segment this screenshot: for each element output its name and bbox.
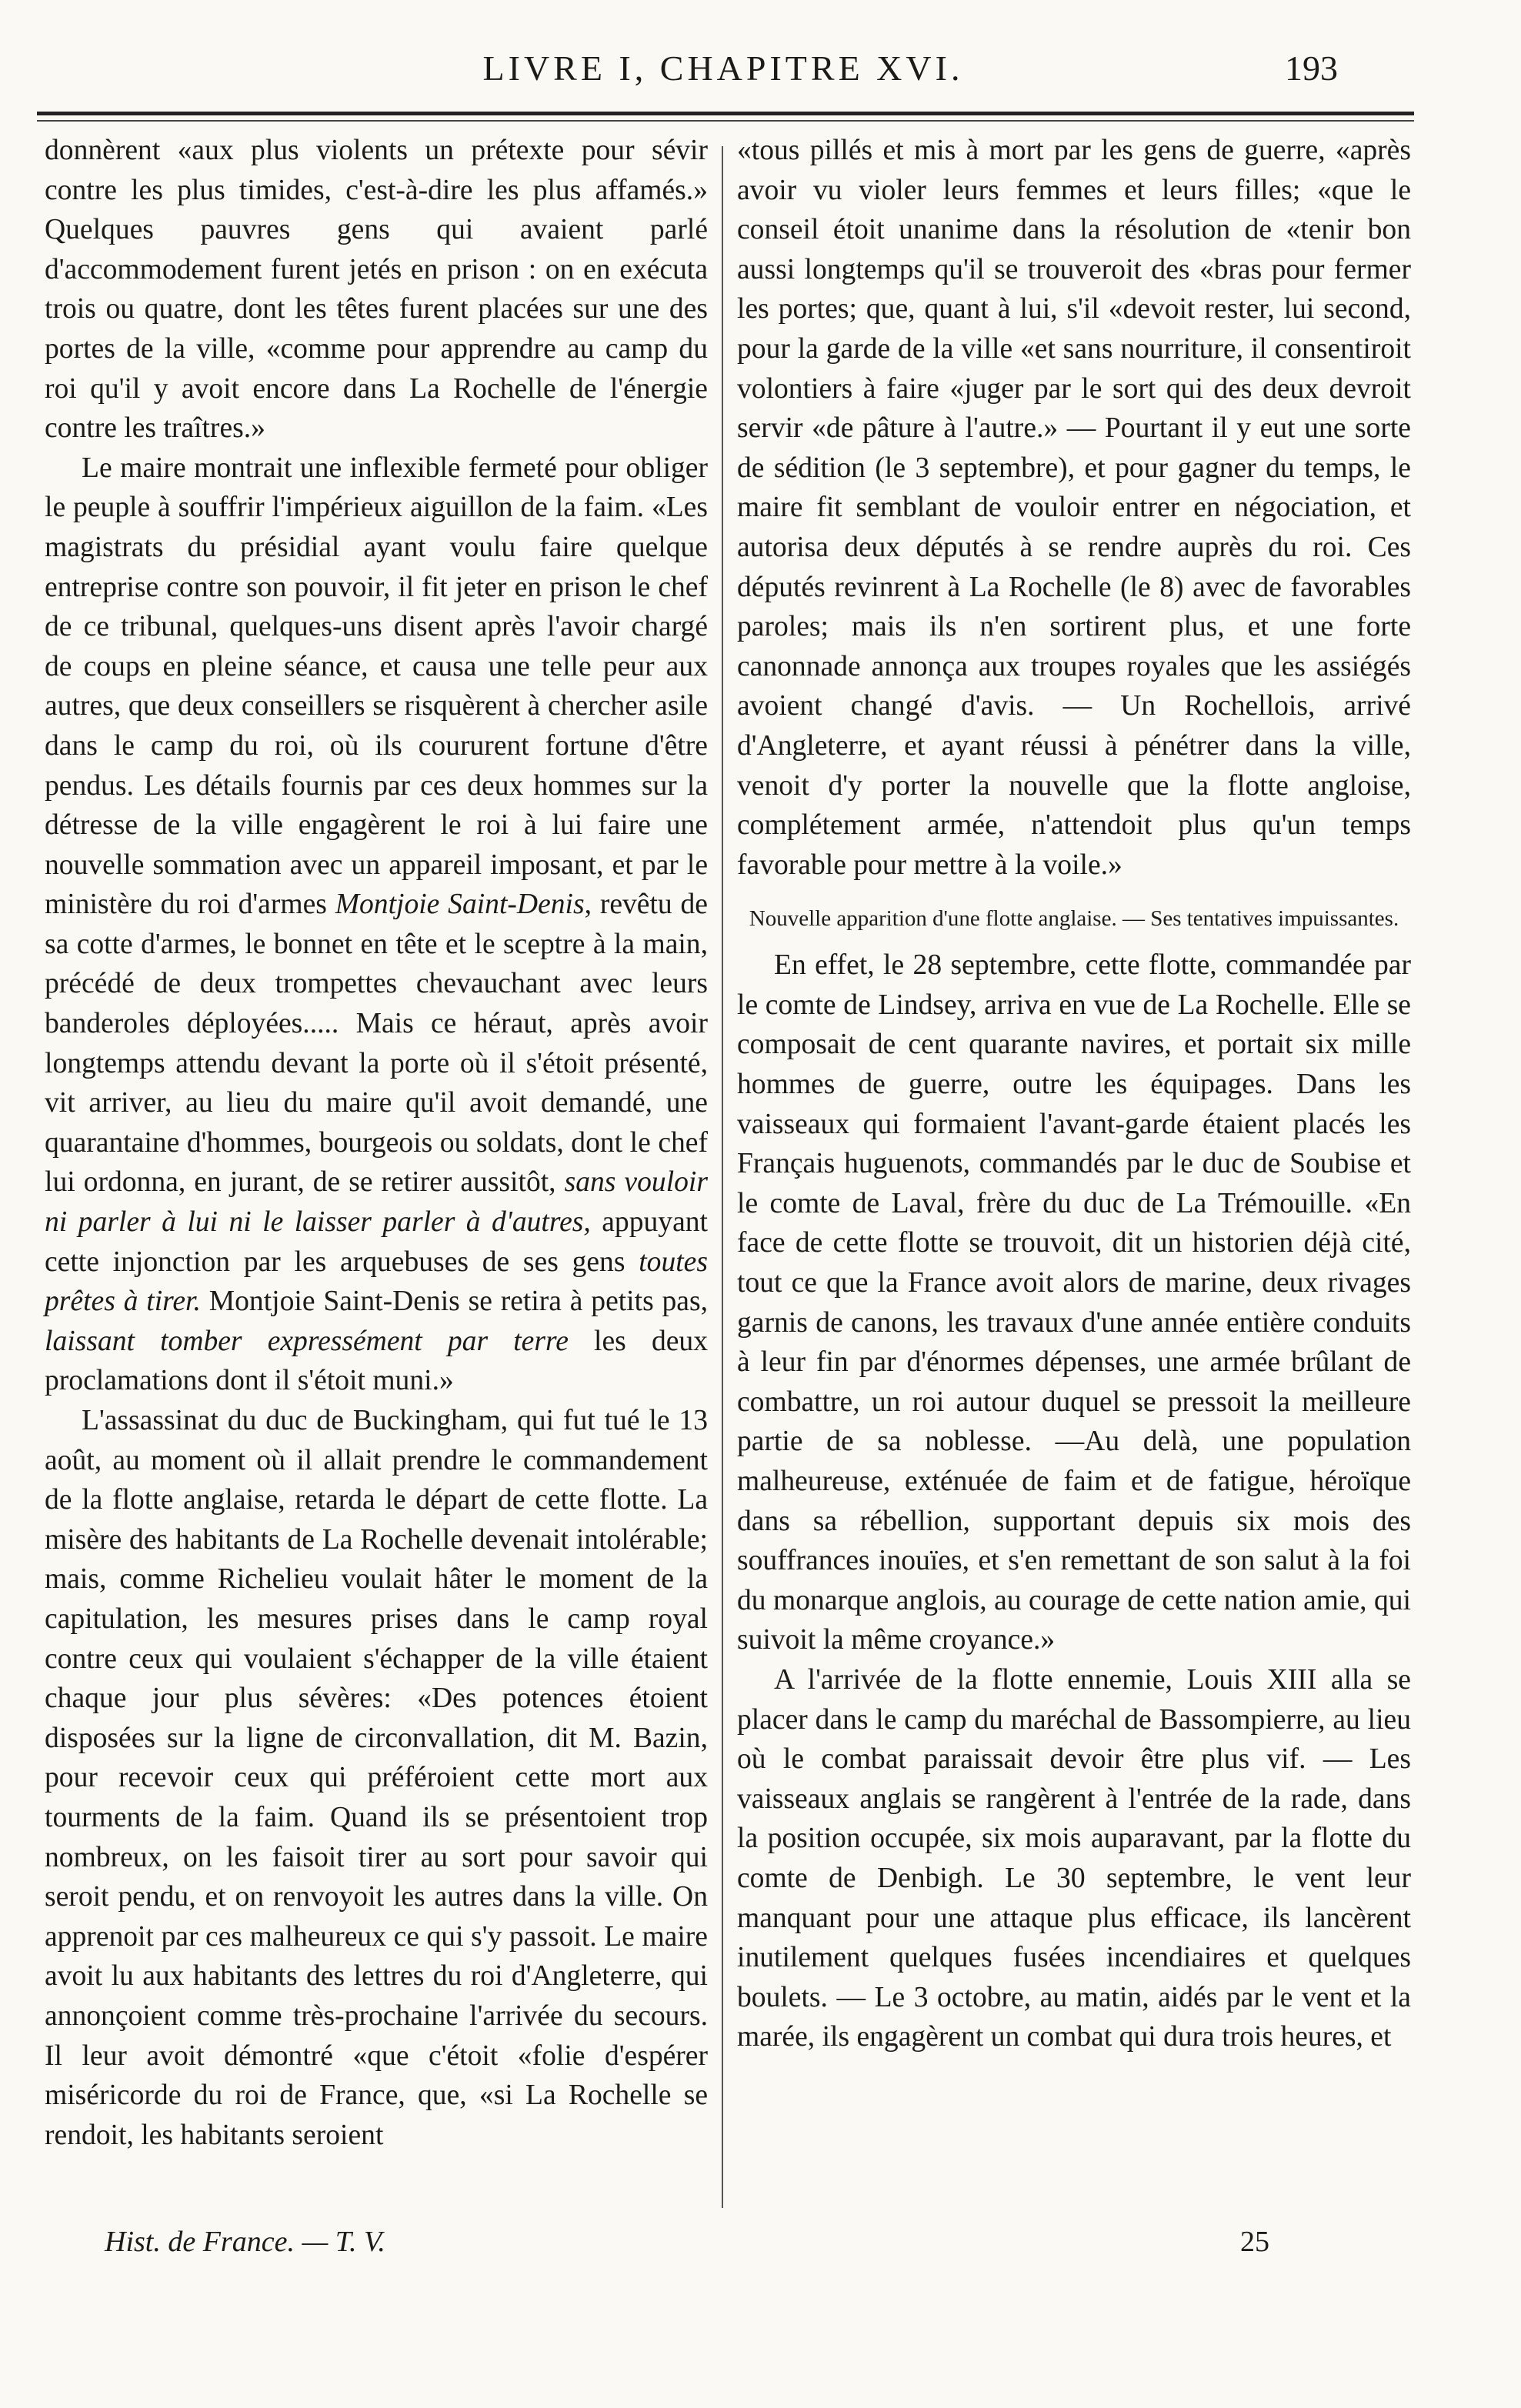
left-paragraph-3: L'assassinat du duc de Buckingham, qui fut tué le 13 août, au moment où il allait prendre le commandement de la flotte anglaise, retarda le départ de cette flotte. La misère des habitants de La Rochelle devenait intolérable; mais, comme Richelieu voulait hâter le moment de la capitulation, les mesures prises dans le camp royal contre ceux qui voulaient s'échapper de la ville étaient chaque jour plus sévères: «Des potences étoient disposées sur la ligne de circonvallation, dit M. Bazin, pour recevoir ceux qui préféroient cette mort aux tourments de la faim. Quand ils se présentoient trop nombreux, on les faisoit tirer au sort pour savoir qui seroit pendu, et on renvoyoit les autres dans la ville. On apprenoit par ces malheureux ce qui s'y passoit. Le maire avoit lu aux habitants des lettres du roi d'Angleterre, qui annonçoient comme très-prochaine l'arrivée du secours. Il leur avoit démontré «que c'étoit «folie d'espérer miséricorde du roi de France, que, «si La Rochelle se rendoit, les habitants seroient (45, 1405, 708, 2151)
page-header (0, 48, 1521, 109)
left-paragraph-1: donnèrent «aux plus violents un prétexte pour sévir contre les plus timides, c'est-à-dire les plus affamés.» Quelques pauvres gens qui avaient parlé d'accommodement furent jetés en prison : on en exécuta trois ou quatre, dont les têtes furent placées sur une des portes de la ville, «comme pour apprendre au camp du roi qu'il y avoit encore dans La Rochelle de l'énergie contre les traîtres.» (45, 135, 708, 445)
header-rule-thick (37, 112, 1414, 115)
left-paragraph-2-italic-1: Montjoie Saint-Denis (335, 889, 585, 921)
left-paragraph-2-text-c: appuyant cette injonction par les arquebuses de ses gens (45, 1206, 708, 1278)
page-footer (0, 2225, 1521, 2271)
left-paragraph-2-text-e: les deux proclamations dont il s'étoit muni.» (45, 1325, 708, 1397)
left-paragraph-2-text-d: Montjoie Saint-Denis se retira à petits pas, (200, 1286, 708, 1318)
left-paragraph-2-italic-4: laissant tomber expressément par terre (45, 1325, 569, 1357)
left-paragraph-2-italic-3: toutes prêtes à tirer. (45, 1246, 708, 1318)
page-number: 193 (1285, 48, 1338, 88)
left-paragraph-2-text-b: , revêtu de sa cotte d'armes, le bonnet en tête et le sceptre à la main, précédé de deux trompettes chevauchant avec leurs banderoles déployées..... Mais ce héraut, après avoir longtemps attendu devant la porte où il s'étoit présenté, vit arriver, au lieu du maire qu'il avoit demandé, une quarantaine d'hommes, bourgeois ou soldats, dont le chef lui ordonna, en jurant, de se retirer aussitôt, (45, 889, 708, 1199)
right-column (737, 131, 1411, 2057)
signature-mark: 25 (1240, 2226, 1269, 2258)
footer-signature: Hist. de France. — T. V. (105, 2226, 385, 2258)
left-column (45, 131, 708, 2155)
left-paragraph-2-italic-2: sans vouloir ni parler à lui ni le laisser parler à d'autres, (45, 1166, 708, 1239)
right-paragraph-2: En effet, le 28 septembre, cette flotte, commandée par le comte de Lindsey, arriva en vue de La Rochelle. Elle se composait de cent quarante navires, et portait six mille hommes de guerre, outre les équipages. Dans les vaisseaux qui formaient l'avant-garde étaient placés les Français huguenots, commandés par le duc de Soubise et le comte de Laval, frère du duc de La Trémouille. «En face de cette flotte se trouvoit, dit un historien déjà cité, tout ce que la France avoit alors de marine, deux rivages garnis de canons, les travaux d'une année entière conduits à leur fin par d'énormes dépenses, une armée brûlant de combattre, un roi autour duquel se pressoit la meilleure partie de sa noblesse. —Au delà, une population malheureuse, exténuée de faim et de fatigue, héroïque dans sa rébellion, supportant depuis six mois des souffrances inouïes, et s'en remettant de son salut à la foi du monarque anglois, au courage de cette nation amie, qui suivoit la même croyance.» (737, 949, 1411, 1656)
section-heading: Nouvelle apparition d'une flotte anglaise. — Ses tentatives impuissantes. (749, 906, 1399, 932)
left-paragraph-2 (45, 449, 708, 1401)
column-separator (722, 146, 723, 2208)
left-paragraph-2-text-a: Le maire montrait une inflexible fermeté pour obliger le peuple à souffrir l'impérieux aiguillon de la faim. «Les magistrats du présidial ayant voulu faire quelque entreprise contre son pouvoir, il fit jeter en prison le chef de ce tribunal, quelques-uns disent après l'avoir chargé de coups en pleine séance, et causa une telle peur aux autres, que deux conseillers se risquèrent à chercher asile dans le camp du roi, où ils coururent fortune d'être pendus. Les détails fournis par ces deux hommes sur la détresse de la ville engagèrent le roi à lui faire une nouvelle sommation avec un appareil imposant, et par le ministère du roi d'armes (45, 452, 708, 921)
right-paragraph-1: «tous pillés et mis à mort par les gens de guerre, «après avoir vu violer leurs femmes et leurs filles; «que le conseil étoit unanime dans la résolution de «tenir bon aussi longtemps qu'il se trouveroit des «bras pour fermer les portes; que, quant à lui, s'il «devoit rester, lui second, pour la garde de la ville «et sans nourriture, il consentiroit volontiers à faire «juger par le sort qui des deux devroit servir «de pâture à l'autre.» — Pourtant il y eut une sorte de sédition (le 3 septembre), et pour gagner du temps, le maire fit semblant de vouloir entrer en négociation, et autorisa deux députés à se rendre auprès du roi. Ces députés revinrent à La Rochelle (le 8) avec de favorables paroles; mais ils n'en sortirent plus, et une forte canonnade annonça aux troupes royales que les assiégés avoient changé d'avis. — Un Rochellois, arrivé d'Angleterre, et ayant réussi à pénétrer dans la ville, venoit d'y porter la nouvelle que la flotte angloise, complétement armée, n'attendoit plus qu'un temps favorable pour mettre à la voile.» (737, 135, 1411, 881)
header-rule-thin (37, 120, 1414, 122)
right-paragraph-3: A l'arrivée de la flotte ennemie, Louis XIII alla se placer dans le camp du maréchal de Bassompierre, au lieu où le combat paraissait devoir être plus vif. — Les vaisseaux anglais se rangèrent à l'entrée de la rade, dans la position occupée, six mois auparavant, par la flotte du comte de Denbigh. Le 30 septembre, le vent leur manquant pour une attaque plus efficace, ils lancèrent inutilement quelques fusées incendiaires et quelques boulets. — Le 3 octobre, au matin, aidés par le vent et la marée, ils engagèrent un combat qui dura trois heures, et (737, 1663, 1411, 2053)
running-title: LIVRE I, CHAPITRE XVI. (482, 48, 964, 88)
